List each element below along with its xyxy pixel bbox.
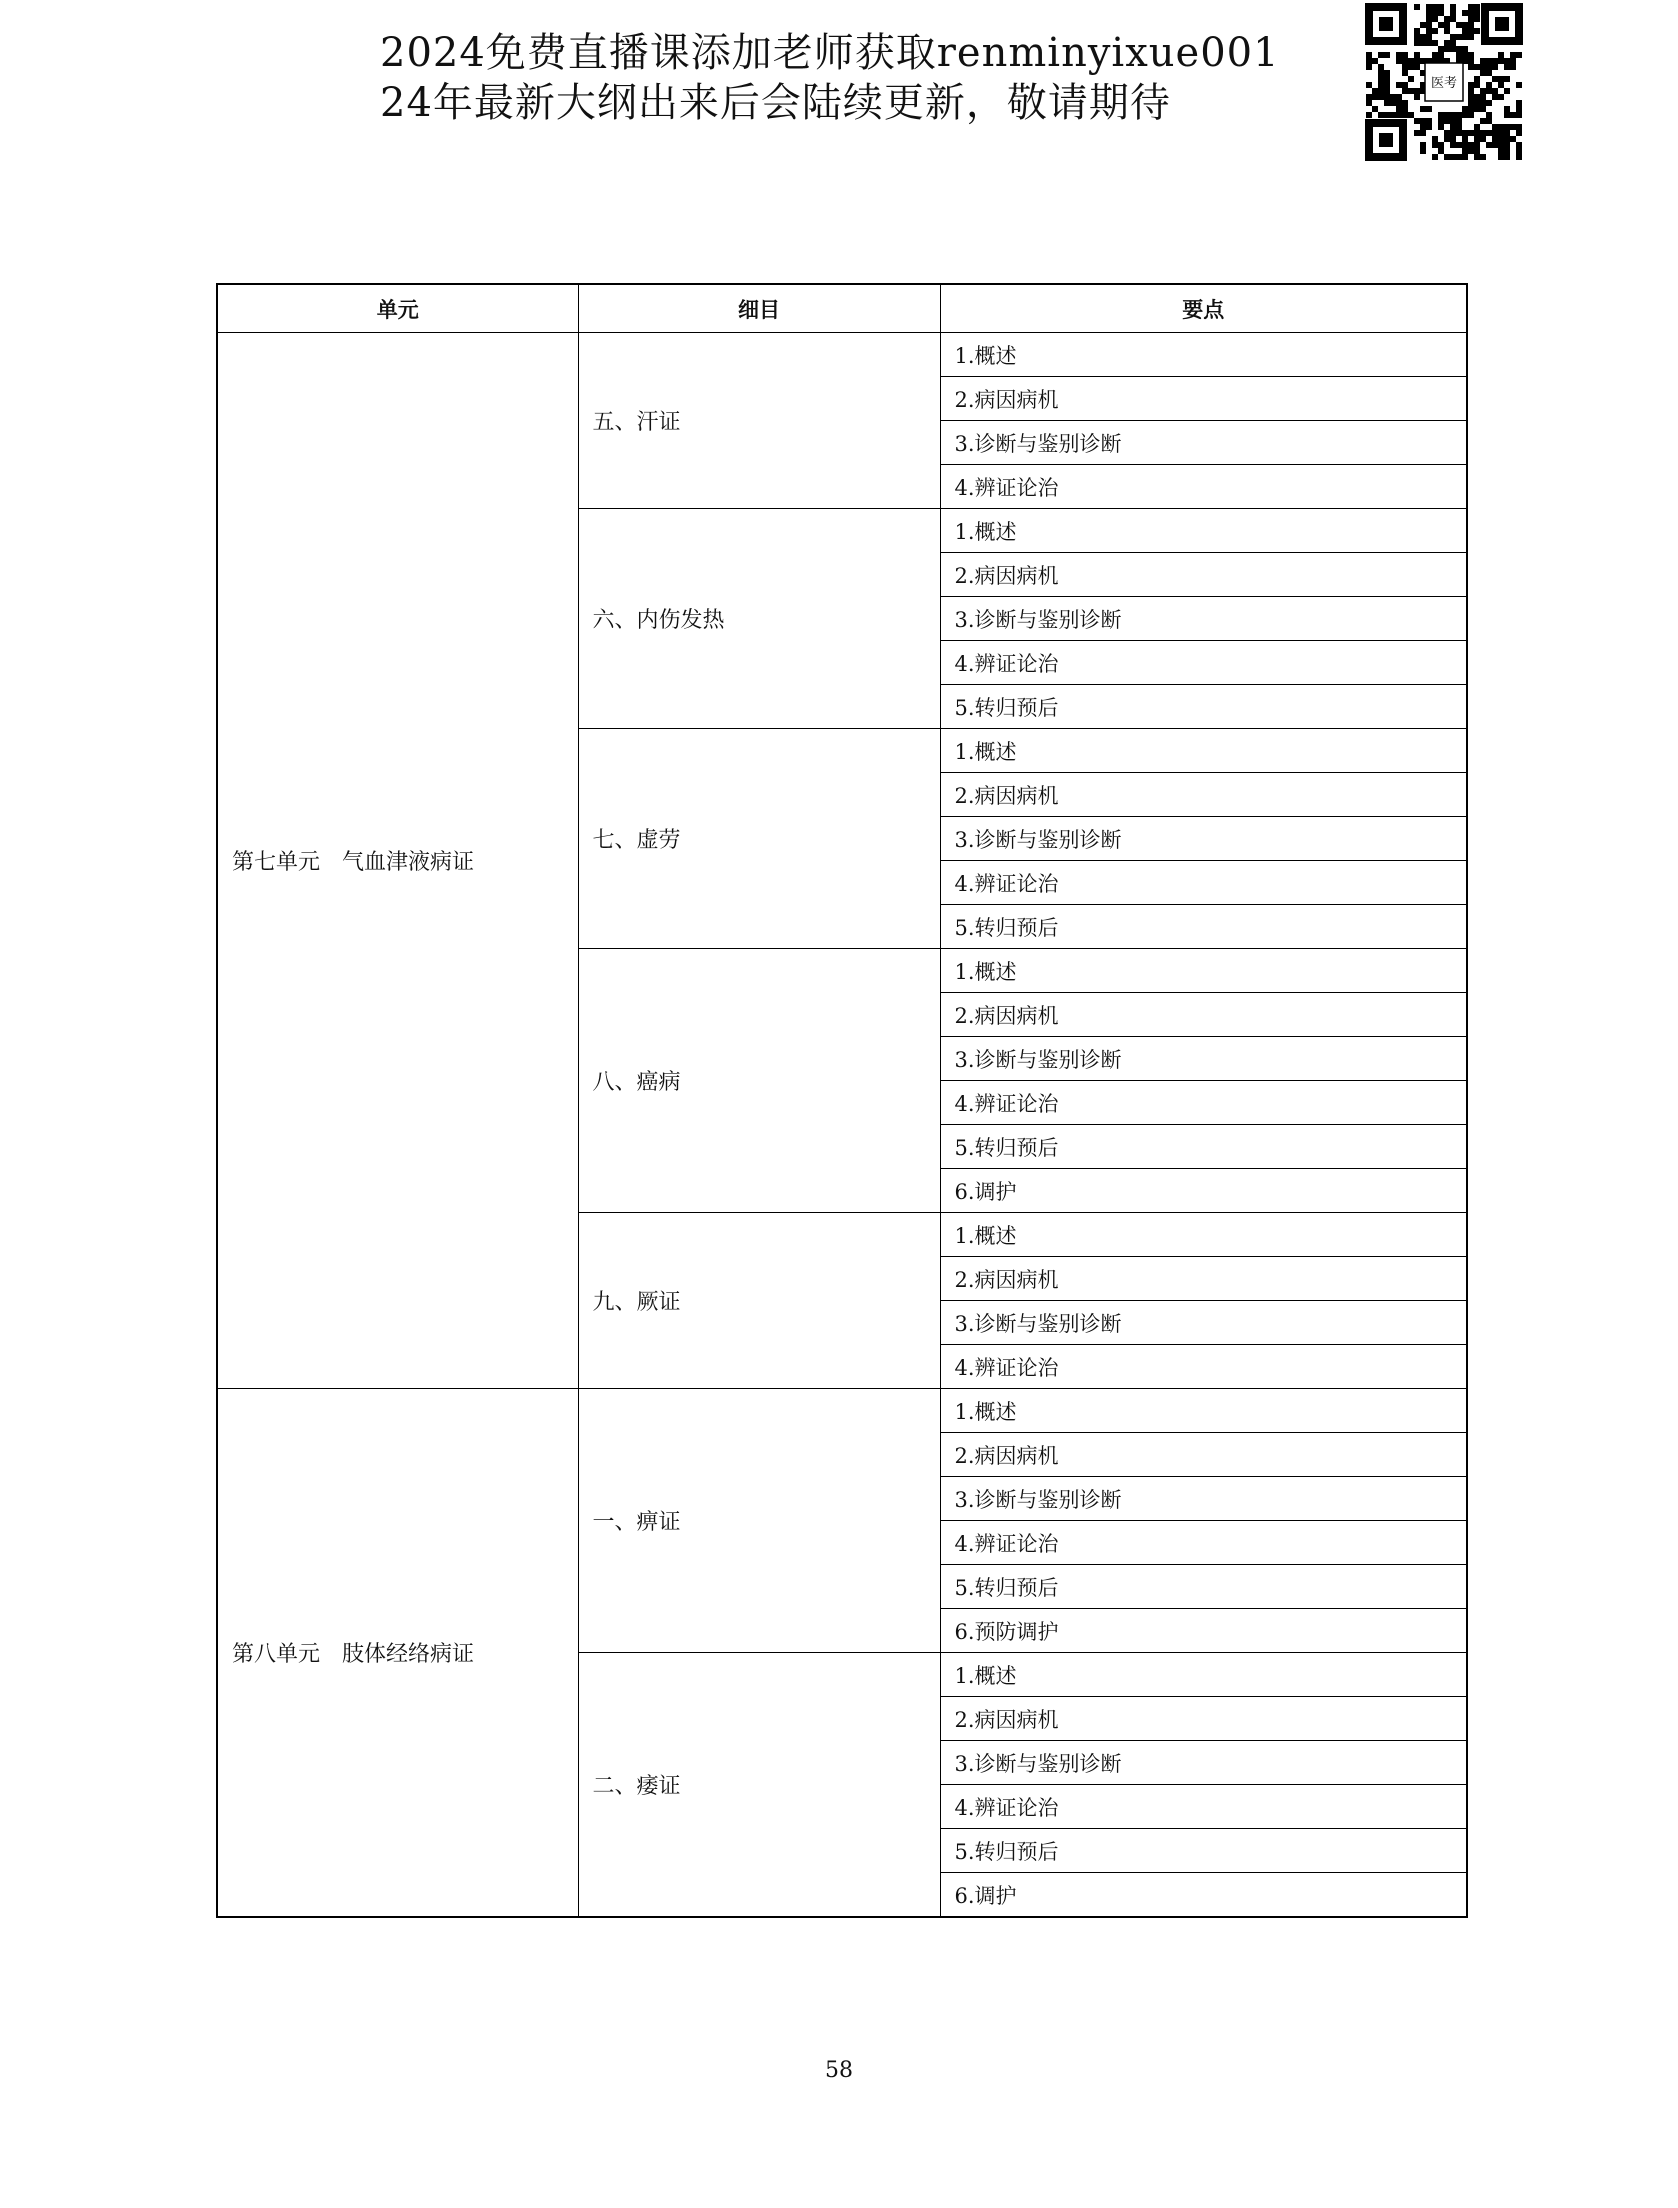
point-cell: 2.病因病机	[940, 377, 1467, 421]
item-cell: 二、痿证	[578, 1653, 940, 1918]
point-cell: 1.概述	[940, 949, 1467, 993]
item-cell: 九、厥证	[578, 1213, 940, 1389]
point-cell: 4.辨证论治	[940, 1785, 1467, 1829]
point-cell: 6.调护	[940, 1873, 1467, 1918]
point-cell: 3.诊断与鉴别诊断	[940, 597, 1467, 641]
point-cell: 5.转归预后	[940, 905, 1467, 949]
point-cell: 5.转归预后	[940, 1565, 1467, 1609]
point-cell: 3.诊断与鉴别诊断	[940, 1301, 1467, 1345]
page-number: 58	[825, 2058, 853, 2083]
point-cell: 4.辨证论治	[940, 861, 1467, 905]
page-header	[380, 28, 1320, 128]
point-cell: 3.诊断与鉴别诊断	[940, 1037, 1467, 1081]
table-row	[217, 1389, 1467, 1433]
point-cell: 5.转归预后	[940, 685, 1467, 729]
point-cell: 1.概述	[940, 729, 1467, 773]
point-cell: 3.诊断与鉴别诊断	[940, 817, 1467, 861]
item-cell: 五、汗证	[578, 333, 940, 509]
point-cell: 1.概述	[940, 1653, 1467, 1697]
qr-code	[1365, 3, 1523, 161]
point-cell: 2.病因病机	[940, 1257, 1467, 1301]
exam-outline-table	[216, 283, 1468, 1918]
point-cell: 2.病因病机	[940, 1433, 1467, 1477]
header-item: 细目	[578, 284, 940, 333]
point-cell: 4.辨证论治	[940, 1521, 1467, 1565]
point-cell: 3.诊断与鉴别诊断	[940, 1741, 1467, 1785]
item-cell: 六、内伤发热	[578, 509, 940, 729]
qr-center-logo: 医考	[1430, 76, 1458, 91]
point-cell: 4.辨证论治	[940, 465, 1467, 509]
point-cell: 1.概述	[940, 1213, 1467, 1257]
point-cell: 2.病因病机	[940, 773, 1467, 817]
point-cell: 1.概述	[940, 333, 1467, 377]
point-cell: 1.概述	[940, 1389, 1467, 1433]
point-cell: 5.转归预后	[940, 1829, 1467, 1873]
header-unit: 单元	[217, 284, 578, 333]
point-cell: 2.病因病机	[940, 993, 1467, 1037]
header-point: 要点	[940, 284, 1467, 333]
point-cell: 5.转归预后	[940, 1125, 1467, 1169]
point-cell: 6.调护	[940, 1169, 1467, 1213]
header-line-2: 24年最新大纲出来后会陆续更新，敬请期待	[380, 80, 1171, 126]
table-row	[217, 333, 1467, 377]
header-line-1: 2024免费直播课添加老师获取renminyixue001	[380, 30, 1280, 76]
unit-cell: 第八单元 肢体经络病证	[217, 1389, 578, 1918]
unit-cell: 第七单元 气血津液病证	[217, 333, 578, 1389]
point-cell: 4.辨证论治	[940, 641, 1467, 685]
point-cell: 3.诊断与鉴别诊断	[940, 421, 1467, 465]
point-cell: 4.辨证论治	[940, 1345, 1467, 1389]
point-cell: 2.病因病机	[940, 553, 1467, 597]
table-header-row	[217, 284, 1467, 333]
point-cell: 1.概述	[940, 509, 1467, 553]
point-cell: 4.辨证论治	[940, 1081, 1467, 1125]
point-cell: 3.诊断与鉴别诊断	[940, 1477, 1467, 1521]
item-cell: 八、癌病	[578, 949, 940, 1213]
item-cell: 七、虚劳	[578, 729, 940, 949]
item-cell: 一、痹证	[578, 1389, 940, 1653]
point-cell: 6.预防调护	[940, 1609, 1467, 1653]
point-cell: 2.病因病机	[940, 1697, 1467, 1741]
